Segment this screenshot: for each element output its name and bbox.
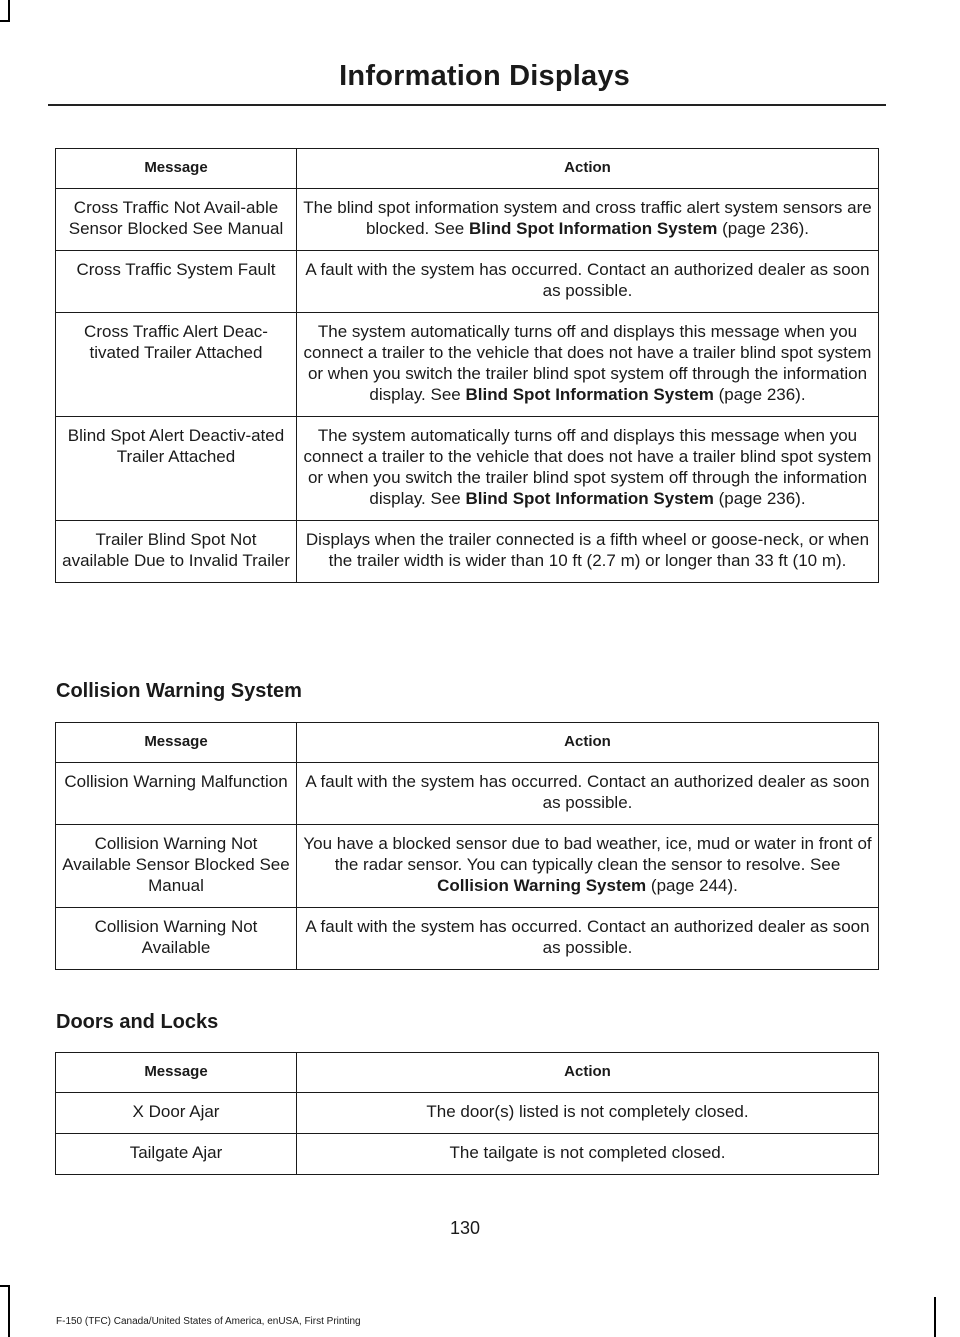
action-cell [297,908,879,970]
message-cell: Cross Traffic Alert Deac-tivated Trailer Attached [56,313,297,417]
column-header-message: Message [56,149,297,189]
action-cell [297,417,879,521]
cross-reference-link[interactable]: Blind Spot Information System [465,489,714,508]
page-reference: (page 236). [717,219,810,238]
crop-mark-top-left-h [0,20,10,22]
table-row [56,825,879,908]
cross-reference-link[interactable]: Collision Warning System [437,876,647,895]
crop-mark-bottom-left-h [0,1285,10,1287]
action-cell [297,189,879,251]
action-cell [297,313,879,417]
table-header-row [56,149,879,189]
action-text: A fault with the system has occurred. Contact an authorized dealer as soon as possible. [305,917,870,957]
message-cell: X Door Ajar [56,1093,297,1134]
table-header-row [56,723,879,763]
table-row [56,1134,879,1175]
action-text: The system automatically turns off and displays this message when you connect a trailer to the vehicle that does not have a trailer blind spot system or when you switch the trailer blind spot system off through the information display. See [303,322,872,404]
action-text: A fault with the system has occurred. Contact an authorized dealer as soon as possible. [305,260,870,300]
action-text: The blind spot information system and cross traffic alert system sensors are blocked. See [303,198,872,238]
message-cell: Blind Spot Alert Deactiv-ated Trailer Attached [56,417,297,521]
action-text: You have a blocked sensor due to bad weather, ice, mud or water in front of the radar sensor. You can typically clean the sensor to resolve. See [303,834,872,874]
action-text: The system automatically turns off and displays this message when you connect a trailer to the vehicle that does not have a trailer blind spot system or when you switch the trailer blind spot system off through the information display. See [303,426,872,508]
column-header-action: Action [297,149,879,189]
page-title: Information Displays [339,60,630,92]
cross-reference-link[interactable]: Blind Spot Information System [465,385,714,404]
page-reference: (page 236). [713,489,806,508]
action-text: A fault with the system has occurred. Contact an authorized dealer as soon as possible. [305,772,870,812]
table-row [56,908,879,970]
crop-mark-bottom-left-v [8,1285,10,1337]
action-cell [297,1134,879,1175]
cross-reference-link[interactable]: Blind Spot Information System [468,219,718,238]
page-reference: (page 236). [713,385,806,404]
message-cell: Cross Traffic System Fault [56,251,297,313]
table-row [56,417,879,521]
table-row [56,251,879,313]
table-header-row [56,1053,879,1093]
section-heading-doors-and-locks: Doors and Locks [56,1011,219,1033]
message-cell: Trailer Blind Spot Not available Due to Invalid Trailer [56,521,297,583]
page-reference: (page 244). [646,876,738,895]
column-header-message: Message [56,723,297,763]
action-text: Displays when the trailer connected is a fifth wheel or goose-neck, or when the trailer width is wider than 10 ft (2.7 m) or longer than 33 ft (10 m). [305,530,870,570]
title-divider [48,104,886,106]
table-row [56,1093,879,1134]
crop-mark-top-left-v [8,0,10,22]
table-row [56,189,879,251]
column-header-message: Message [56,1053,297,1093]
message-cell: Tailgate Ajar [56,1134,297,1175]
action-cell [297,251,879,313]
message-table-cross-traffic [55,148,879,583]
table-row [56,763,879,825]
action-text: The tailgate is not completed closed. [449,1143,726,1162]
column-header-action: Action [297,723,879,763]
page-number: 130 [449,1218,481,1238]
table-row [56,521,879,583]
crop-mark-bottom-right-v [934,1297,936,1337]
table-row [56,313,879,417]
edition-footer: F-150 (TFC) Canada/United States of America, enUSA, First Printing [56,1316,361,1327]
section-heading-collision-warning: Collision Warning System [56,680,302,702]
action-cell [297,521,879,583]
message-cell: Collision Warning Not Available [56,908,297,970]
action-text: The door(s) listed is not completely closed. [426,1102,749,1121]
action-cell [297,825,879,908]
message-cell: Collision Warning Malfunction [56,763,297,825]
column-header-action: Action [297,1053,879,1093]
message-cell: Collision Warning Not Available Sensor Blocked See Manual [56,825,297,908]
action-cell [297,1093,879,1134]
message-table-collision-warning [55,722,879,970]
message-table-doors-and-locks [55,1052,879,1175]
message-cell: Cross Traffic Not Avail-able Sensor Blocked See Manual [56,189,297,251]
action-cell [297,763,879,825]
